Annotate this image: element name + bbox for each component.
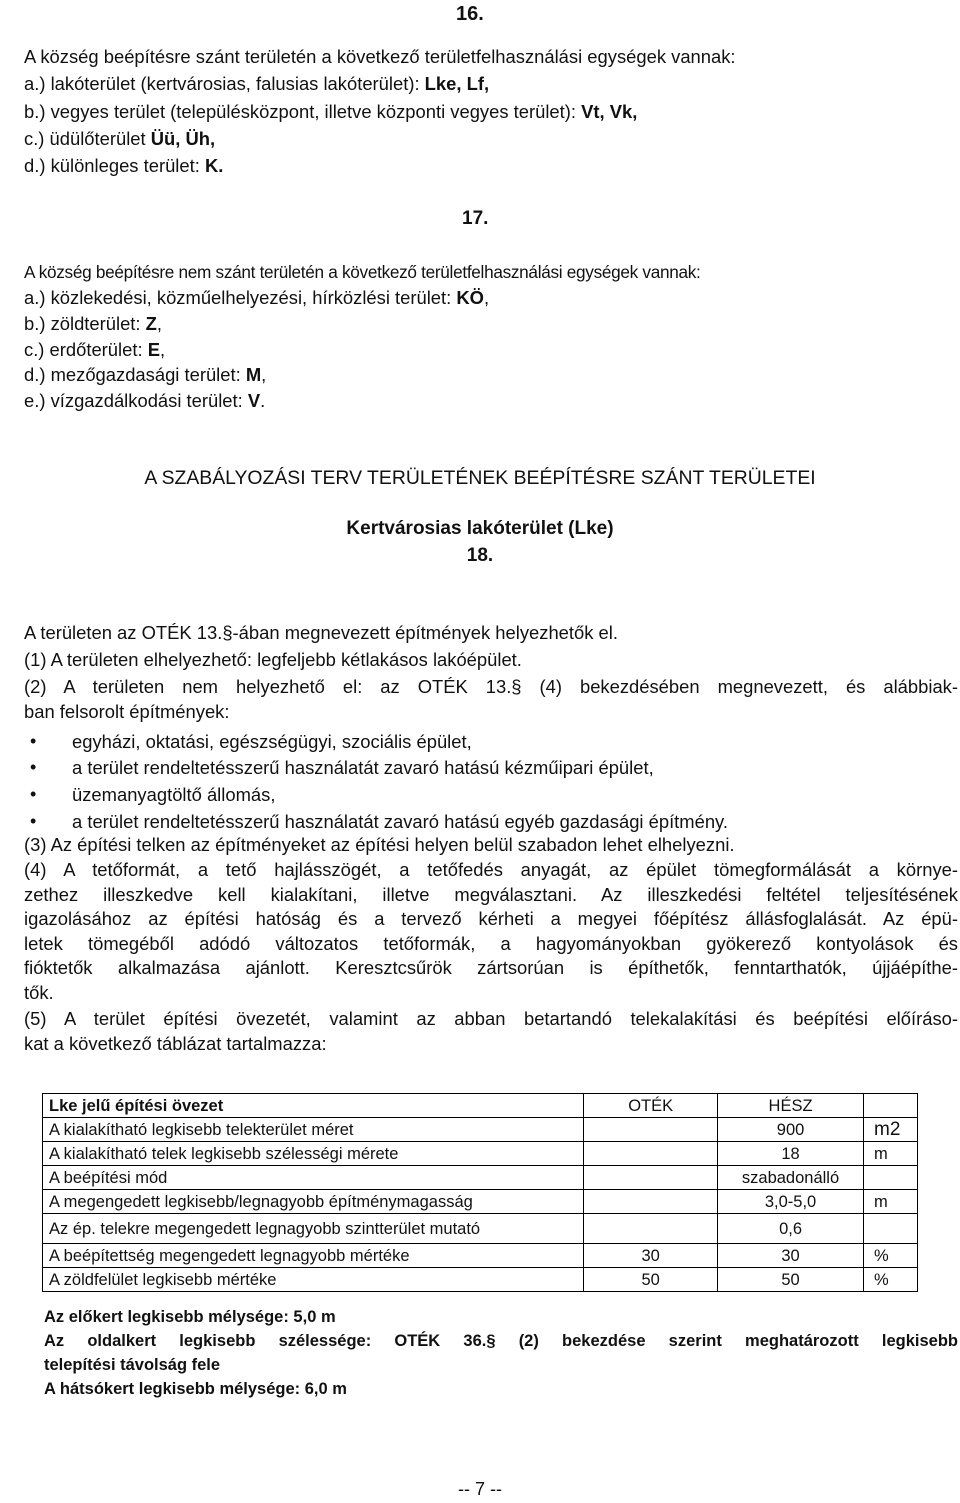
table-header-cell: [864, 1094, 918, 1118]
table-cell: 50: [584, 1268, 718, 1292]
list-item: d.) különleges terület: K.: [24, 155, 224, 176]
section-18-line2: (1) A területen elhelyezhető: legfeljebb kétlakásos lakóépület.: [24, 649, 522, 670]
table-header-cell: Lke jelű építési övezet: [43, 1094, 584, 1118]
table-cell: 18: [718, 1142, 864, 1166]
bullet-icon: •: [30, 784, 37, 804]
section-18-para3: (3) Az építési telken az építményeket az építési helyen belül szabadon lehet elhelyezni.: [24, 834, 735, 855]
list-item: c.) üdülőterület Üü, Üh,: [24, 128, 216, 149]
list-item: a terület rendeltetésszerű használatát zavaró hatású egyéb gazdasági építmény.: [72, 811, 729, 832]
section-18-number: 18.: [466, 545, 494, 566]
table-header-row: [43, 1094, 918, 1118]
table-header-cell: OTÉK: [584, 1094, 718, 1118]
list-item: a.) lakóterület (kertvárosias, falusias lakóterület): Lke, Lf,: [24, 73, 490, 94]
list-item: b.) vegyes terület (településközpont, illetve központi vegyes terület): Vt, Vk,: [24, 101, 638, 122]
table-cell: 900: [718, 1118, 864, 1142]
list-item: b.) zöldterület: Z,: [24, 313, 162, 334]
table-cell: 30: [718, 1244, 864, 1268]
list-item: egyházi, oktatási, egészségügyi, szociális épület,: [72, 731, 472, 752]
bullet-icon: •: [30, 757, 37, 777]
table-cell: Az ép. telekre megengedett legnagyobb szintterület mutató: [43, 1214, 584, 1244]
table-cell: [584, 1214, 718, 1244]
table-cell: A kialakítható telek legkisebb szélességi mérete: [43, 1142, 584, 1166]
table-cell: [584, 1190, 718, 1214]
table-cell: A beépítési mód: [43, 1166, 584, 1190]
page-number: -- 7 --: [458, 1479, 502, 1499]
table-row: [43, 1118, 918, 1142]
section-16-number: 16.: [456, 3, 484, 25]
table-row: [43, 1166, 918, 1190]
list-item: d.) mezőgazdasági terület: M,: [24, 364, 267, 385]
list-item: e.) vízgazdálkodási terület: V.: [24, 390, 266, 411]
table-cell: m: [864, 1190, 918, 1214]
section-16-intro: A község beépítésre szánt területén a következő területfelhasználási egységek vannak:: [24, 46, 736, 67]
table-cell: [864, 1166, 918, 1190]
section-18-para4: (4) A tetőformát, a tető hajlásszögét, a tetőfedés anyagát, az épület tömegformálását a környe- zethez illeszkedve kell kialakítani, illetve megválasztani. Az illeszkedési feltétel teljesítésének igazolásához az építési hatóság és a tervező kérheti a megyei főépítész állásfoglalását. Az épü- letek tömegéből adódó változatos tetőformák, a hagyományokban gyökerező kontyolások és fióktetők alkalmazása ajánlott. Keresztcsűrök zártsorúan is építhetők, fenntarthatók, újjáépíthe- tők.: [24, 859, 958, 1003]
table-row: [43, 1268, 918, 1292]
table-cell: A beépítettség megengedett legnagyobb mértéke: [43, 1244, 584, 1268]
table-row: [43, 1142, 918, 1166]
table-cell: A kialakítható legkisebb telekterület méret: [43, 1118, 584, 1142]
list-item: a terület rendeltetésszerű használatát zavaró hatású kézműipari épület,: [72, 757, 654, 778]
table-cell: m2: [864, 1118, 918, 1142]
table-cell: 30: [584, 1244, 718, 1268]
table-cell: %: [864, 1244, 918, 1268]
table-header-cell: HÉSZ: [718, 1094, 864, 1118]
zoning-table: [42, 1093, 918, 1292]
section-17-number: 17.: [462, 208, 489, 229]
table-cell: m: [864, 1142, 918, 1166]
table-cell: [584, 1118, 718, 1142]
table-cell: [584, 1166, 718, 1190]
table-cell: A megengedett legkisebb/legnagyobb építménymagasság: [43, 1190, 584, 1214]
table-cell: A zöldfelület legkisebb mértéke: [43, 1268, 584, 1292]
table-cell: 0,6: [718, 1214, 864, 1244]
side-yard-note: Az oldalkert legkisebb szélessége: OTÉK 36.§ (2) bekezdése szerint meghatározott legkisebb telepítési távolság fele: [44, 1332, 958, 1374]
table-row: [43, 1214, 918, 1244]
list-item: a.) közlekedési, közműelhelyezési, hírközlési terület: KÖ,: [24, 287, 490, 308]
table-cell: 50: [718, 1268, 864, 1292]
bullet-icon: •: [30, 731, 37, 751]
table-cell: 3,0-5,0: [718, 1190, 864, 1214]
chapter-heading: A SZABÁLYOZÁSI TERV TERÜLETÉNEK BEÉPÍTÉSRE SZÁNT TERÜLETEI: [144, 467, 816, 489]
section-18-para5: (5) A terület építési övezetét, valamint az abban betartandó telekalakítási és beépítési előíráso- kat a következő táblázat tartalmazza:: [24, 1008, 958, 1054]
list-item: c.) erdőterület: E,: [24, 339, 166, 360]
table-row: [43, 1244, 918, 1268]
front-yard-note: Az előkert legkisebb mélysége: 5,0 m: [44, 1308, 336, 1326]
section-17-intro: A község beépítésre nem szánt területén a következő területfelhasználási egységek vannak:: [24, 262, 701, 282]
bullet-icon: •: [30, 811, 37, 831]
table-cell: [864, 1214, 918, 1244]
table-cell: [584, 1142, 718, 1166]
subheading: Kertvárosias lakóterület (Lke): [346, 518, 614, 539]
table-cell: %: [864, 1268, 918, 1292]
section-18-line1: A területen az OTÉK 13.§-ában megnevezett építmények helyezhetők el.: [24, 622, 618, 643]
list-item: üzemanyagtöltő állomás,: [72, 784, 276, 805]
section-18-para2: (2) A területen nem helyezhető el: az OTÉK 13.§ (4) bekezdésében megnevezett, és alábbiak- ban felsorolt építmények:: [24, 676, 958, 722]
table-cell: szabadonálló: [718, 1166, 864, 1190]
rear-yard-note: A hátsókert legkisebb mélysége: 6,0 m: [44, 1380, 347, 1398]
table-row: [43, 1190, 918, 1214]
